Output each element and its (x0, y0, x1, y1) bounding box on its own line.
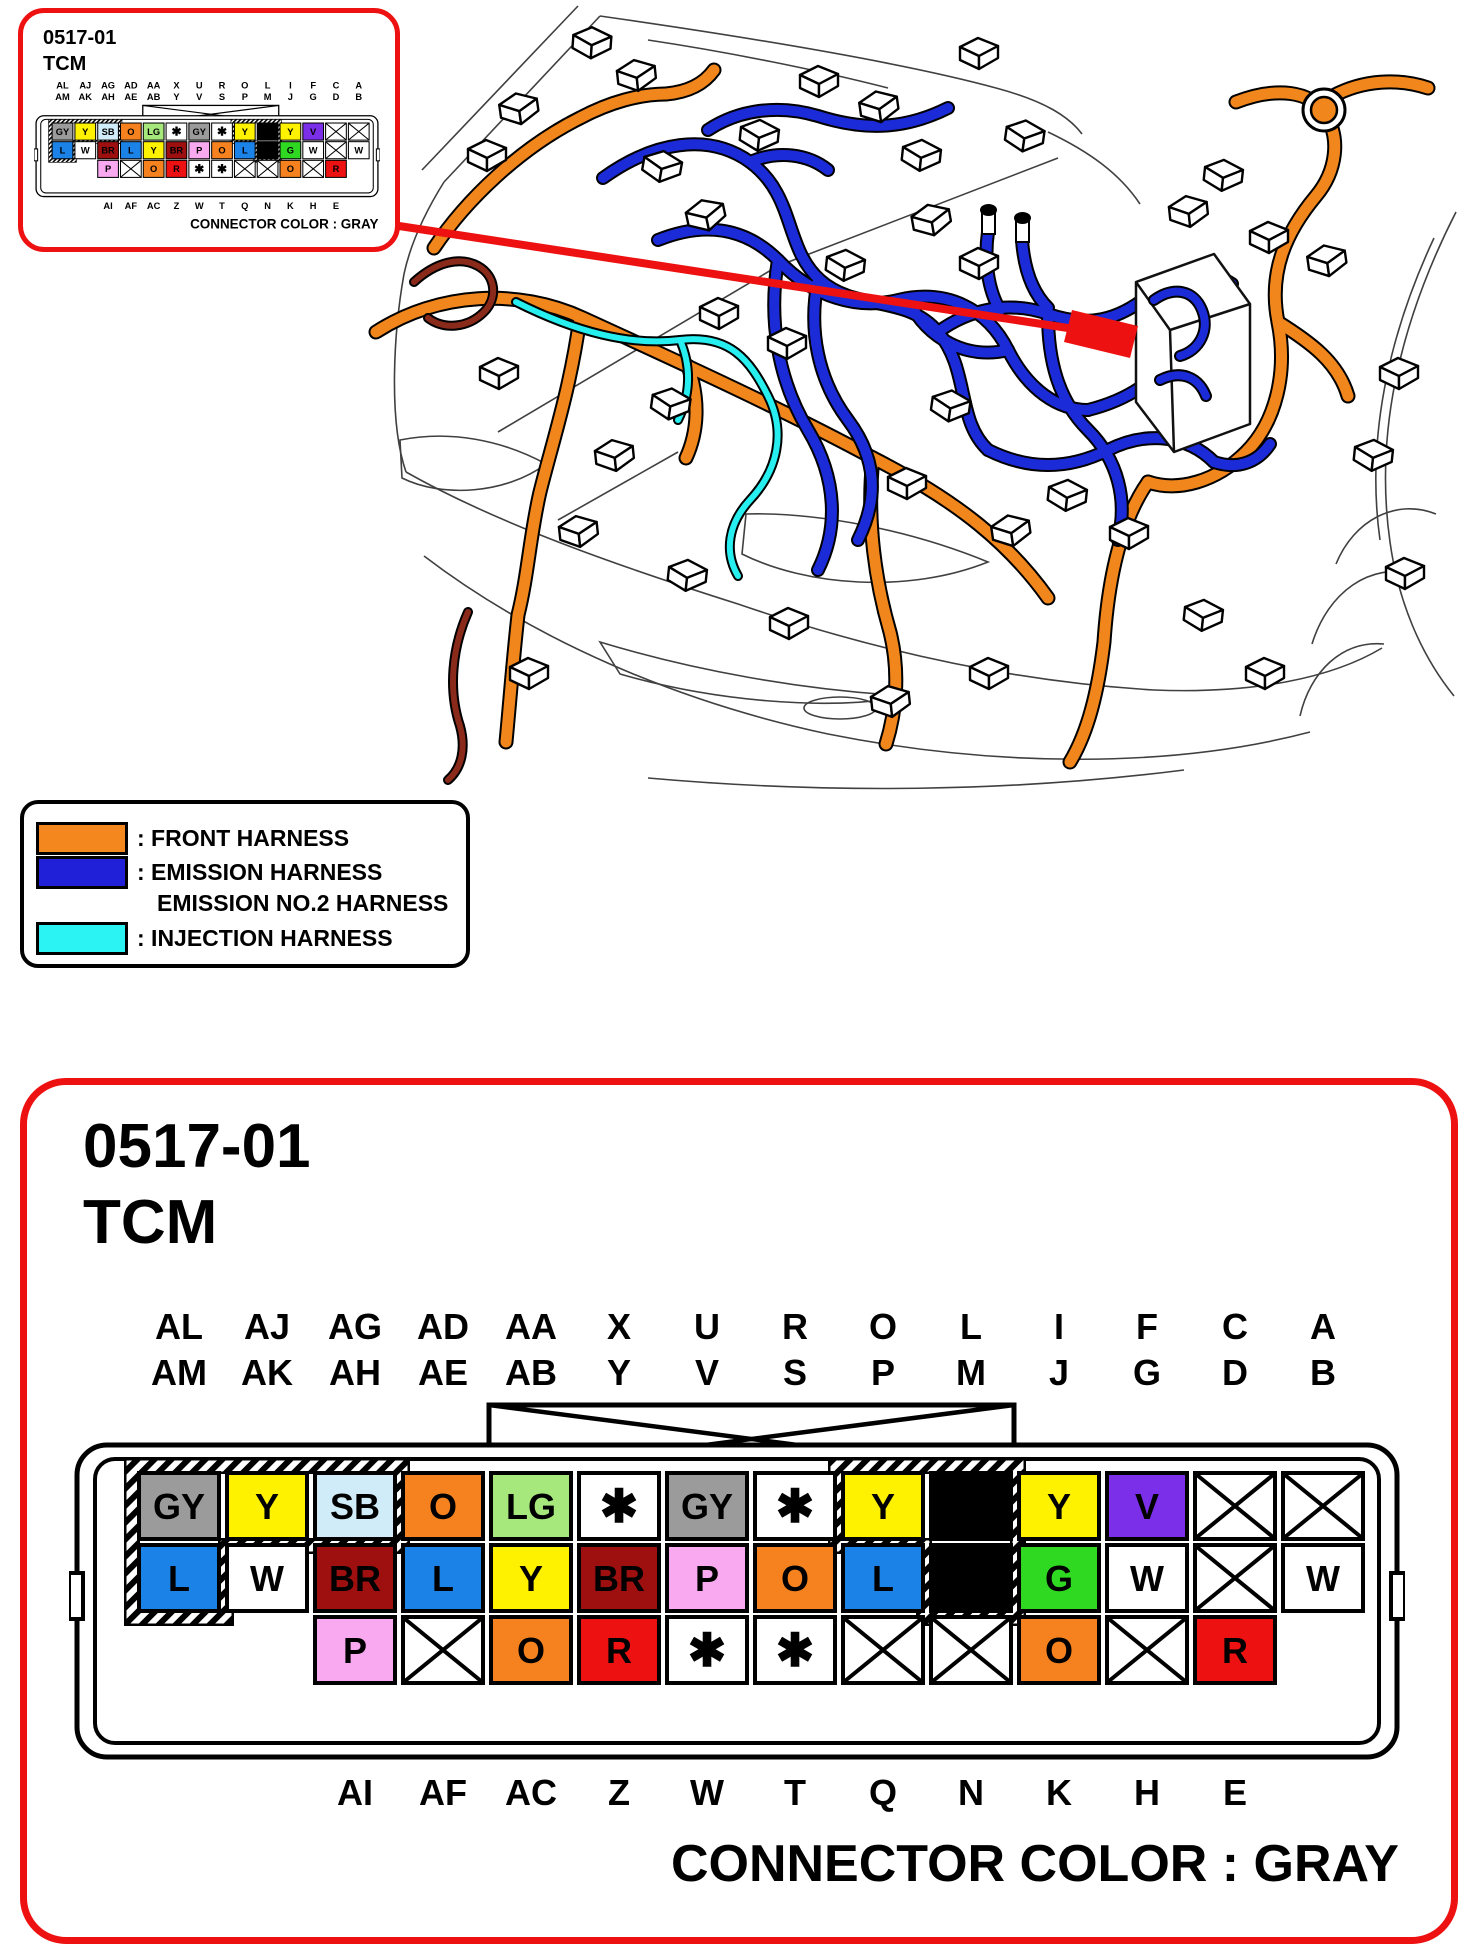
svg-text:R: R (606, 1630, 632, 1671)
svg-text:L: L (872, 1558, 894, 1599)
svg-text:Y: Y (518, 1558, 544, 1599)
svg-text:O: O (218, 145, 226, 156)
svg-text:AE: AE (124, 92, 138, 103)
svg-text:AM: AM (55, 92, 70, 103)
svg-text:P: P (342, 1630, 368, 1671)
header-pin-labels (55, 80, 362, 102)
legend-row-front-harness (36, 822, 349, 855)
svg-text:L: L (432, 1558, 454, 1599)
svg-text:R: R (173, 164, 180, 175)
svg-text:O: O (150, 164, 158, 175)
svg-text:E: E (332, 201, 340, 212)
svg-text:L: L (59, 145, 66, 156)
svg-text:SB: SB (329, 1486, 381, 1527)
harness-legend (20, 800, 470, 968)
svg-text:X: X (173, 80, 180, 91)
svg-text:H: H (309, 201, 317, 212)
svg-text:LG: LG (147, 126, 161, 137)
emission-harness-label: : EMISSION HARNESS (137, 859, 383, 885)
svg-text:AH: AH (329, 1352, 381, 1393)
svg-text:A: A (1310, 1306, 1336, 1347)
tcm-callout-box (18, 8, 400, 252)
svg-text:W: W (1306, 1558, 1340, 1599)
svg-text:B: B (355, 92, 363, 103)
svg-text:W: W (250, 1558, 284, 1599)
svg-text:Y: Y (173, 92, 180, 103)
svg-text:I: I (1053, 1306, 1065, 1347)
svg-text:W: W (308, 145, 318, 156)
bottom-pin-labels (337, 1772, 1247, 1813)
svg-text:T: T (219, 201, 225, 212)
svg-text:AK: AK (78, 92, 93, 103)
svg-text:B: B (958, 1486, 984, 1527)
svg-text:AD: AD (124, 80, 138, 91)
svg-text:Y: Y (287, 126, 294, 137)
svg-text:C: C (1222, 1306, 1248, 1347)
svg-text:BR: BR (593, 1558, 645, 1599)
svg-text:AH: AH (101, 92, 115, 103)
svg-text:AC: AC (146, 201, 161, 212)
svg-text:AM: AM (151, 1352, 207, 1393)
svg-text:V: V (196, 92, 203, 103)
svg-text:G: G (286, 145, 295, 156)
tcm-connector-pinout-diagram (69, 1303, 1405, 1897)
svg-text:O: O (516, 1630, 546, 1671)
svg-text:P: P (241, 92, 248, 103)
svg-text:Y: Y (82, 126, 89, 137)
svg-text:W: W (354, 145, 364, 156)
svg-text:AF: AF (124, 201, 138, 212)
detail-connector-code: 0517-01 (83, 1112, 311, 1181)
svg-text:S: S (218, 92, 226, 103)
svg-text:BR: BR (329, 1558, 381, 1599)
svg-text:O: O (780, 1558, 810, 1599)
svg-text:L: L (960, 1306, 982, 1347)
svg-text:AL: AL (155, 1306, 203, 1347)
svg-text:W: W (690, 1772, 724, 1813)
svg-text:Q: Q (868, 1772, 898, 1813)
svg-text:AC: AC (505, 1772, 557, 1813)
svg-text:✱: ✱ (171, 124, 182, 139)
svg-text:F: F (310, 80, 317, 91)
svg-text:V: V (310, 126, 317, 137)
svg-text:O: O (127, 126, 135, 137)
svg-text:C: C (332, 80, 340, 91)
svg-text:AA: AA (505, 1306, 557, 1347)
svg-text:✱: ✱ (217, 124, 228, 139)
svg-text:✱: ✱ (599, 1480, 639, 1532)
svg-text:V: V (1134, 1486, 1160, 1527)
grommet-icon (1303, 89, 1345, 131)
svg-text:R: R (332, 164, 340, 175)
svg-text:W: W (194, 201, 204, 212)
svg-text:AE: AE (417, 1352, 469, 1393)
svg-text:Q: Q (241, 201, 249, 212)
callout-title (43, 25, 116, 77)
bottom-pin-labels (103, 201, 339, 211)
svg-text:AI: AI (103, 201, 113, 212)
legend-row-emission-harness (36, 856, 382, 889)
svg-text:J: J (1048, 1352, 1070, 1393)
svg-text:P: P (870, 1352, 896, 1393)
svg-text:A: A (355, 80, 363, 91)
svg-text:L: L (264, 80, 271, 91)
svg-text:SB: SB (101, 126, 115, 137)
svg-text:P: P (104, 164, 112, 175)
header-pin-labels (151, 1306, 1336, 1393)
svg-text:L: L (168, 1558, 190, 1599)
emission-harness-swatch (36, 856, 128, 889)
svg-text:U: U (694, 1306, 720, 1347)
svg-text:GY: GY (680, 1486, 734, 1527)
svg-text:B: B (1310, 1352, 1336, 1393)
svg-text:O: O (286, 164, 295, 175)
svg-text:N: N (264, 201, 271, 212)
svg-text:D: D (1222, 1352, 1248, 1393)
front-harness-paths (376, 70, 1428, 762)
svg-text:P: P (694, 1558, 720, 1599)
svg-text:✱: ✱ (775, 1624, 815, 1676)
svg-text:R: R (1222, 1630, 1248, 1671)
svg-text:L: L (241, 145, 248, 156)
svg-text:GY: GY (152, 1486, 206, 1527)
injection-harness-label: : INJECTION HARNESS (137, 925, 393, 951)
injection-harness-swatch (36, 922, 128, 955)
svg-text:O: O (241, 80, 249, 91)
svg-text:GY: GY (192, 126, 206, 137)
front-harness-swatch (36, 822, 128, 855)
svg-text:P: P (196, 145, 203, 156)
misc-harness-paths (414, 261, 493, 780)
svg-text:T: T (784, 1772, 806, 1813)
svg-text:F: F (1136, 1306, 1158, 1347)
svg-text:O: O (428, 1486, 458, 1527)
svg-text:AL: AL (56, 80, 69, 91)
svg-text:Z: Z (608, 1772, 630, 1813)
svg-text:AB: AB (146, 92, 161, 103)
svg-text:✱: ✱ (687, 1624, 727, 1676)
svg-text:✱: ✱ (775, 1480, 815, 1532)
svg-text:Y: Y (606, 1352, 632, 1393)
svg-text:✱: ✱ (194, 162, 205, 177)
svg-text:L: L (128, 145, 134, 156)
svg-text:K: K (287, 201, 294, 212)
svg-text:AD: AD (417, 1306, 469, 1347)
svg-text:AG: AG (328, 1306, 382, 1347)
car-engine-harness-illustration (348, 0, 1462, 792)
svg-text:AB: AB (505, 1352, 557, 1393)
legend-row-injection-harness (36, 922, 393, 955)
connector-color-caption: CONNECTOR COLOR : GRAY (190, 216, 379, 232)
svg-text:AK: AK (241, 1352, 293, 1393)
svg-text:Y: Y (150, 145, 157, 156)
svg-text:G: G (309, 92, 317, 103)
svg-text:AA: AA (146, 80, 161, 91)
svg-text:AJ: AJ (243, 1306, 291, 1347)
svg-text:GY: GY (55, 126, 70, 137)
emission-no2-harness-label: EMISSION NO.2 HARNESS (157, 890, 449, 916)
svg-text:B: B (958, 1558, 984, 1599)
callout-connector-pinout-diagram (34, 79, 380, 233)
tcm-connector-detail-box (20, 1078, 1458, 1944)
svg-text:V: V (694, 1352, 720, 1393)
callout-connector-code: 0517-01 (43, 27, 117, 49)
svg-text:W: W (1130, 1558, 1164, 1599)
svg-text:B: B (264, 126, 271, 137)
svg-text:I: I (289, 80, 292, 91)
svg-text:AF: AF (419, 1772, 467, 1813)
svg-text:R: R (782, 1306, 808, 1347)
svg-text:S: S (782, 1352, 808, 1393)
svg-text:M: M (263, 92, 272, 103)
detail-title (83, 1109, 311, 1261)
svg-text:M: M (956, 1352, 986, 1393)
svg-text:J: J (287, 92, 293, 103)
svg-text:Z: Z (173, 201, 180, 212)
svg-text:LG: LG (506, 1486, 556, 1527)
svg-text:B: B (264, 145, 271, 156)
svg-text:N: N (958, 1772, 984, 1813)
svg-text:G: G (1132, 1352, 1162, 1393)
callout-connector-name: TCM (43, 53, 87, 75)
svg-text:U: U (195, 80, 203, 91)
svg-text:X: X (606, 1306, 632, 1347)
svg-text:O: O (868, 1306, 898, 1347)
svg-text:Y: Y (870, 1486, 896, 1527)
svg-text:D: D (332, 92, 340, 103)
svg-text:G: G (1044, 1558, 1074, 1599)
svg-text:E: E (1222, 1772, 1248, 1813)
connector-color-caption: CONNECTOR COLOR : GRAY (670, 1835, 1399, 1893)
svg-text:K: K (1046, 1772, 1072, 1813)
svg-text:AG: AG (101, 80, 116, 91)
detail-connector-name: TCM (83, 1188, 218, 1257)
svg-text:R: R (218, 80, 226, 91)
svg-text:BR: BR (169, 145, 184, 156)
svg-text:BR: BR (101, 145, 115, 156)
tcm-unit-outline (1136, 254, 1250, 452)
svg-text:O: O (1044, 1630, 1074, 1671)
svg-text:Y: Y (1046, 1486, 1072, 1527)
svg-text:Y: Y (241, 126, 248, 137)
front-harness-label: : FRONT HARNESS (137, 825, 350, 851)
svg-text:H: H (1134, 1772, 1160, 1813)
svg-text:W: W (80, 145, 90, 156)
svg-text:Y: Y (254, 1486, 280, 1527)
svg-text:AI: AI (337, 1772, 373, 1813)
svg-text:✱: ✱ (217, 162, 228, 177)
svg-text:AJ: AJ (79, 80, 92, 91)
